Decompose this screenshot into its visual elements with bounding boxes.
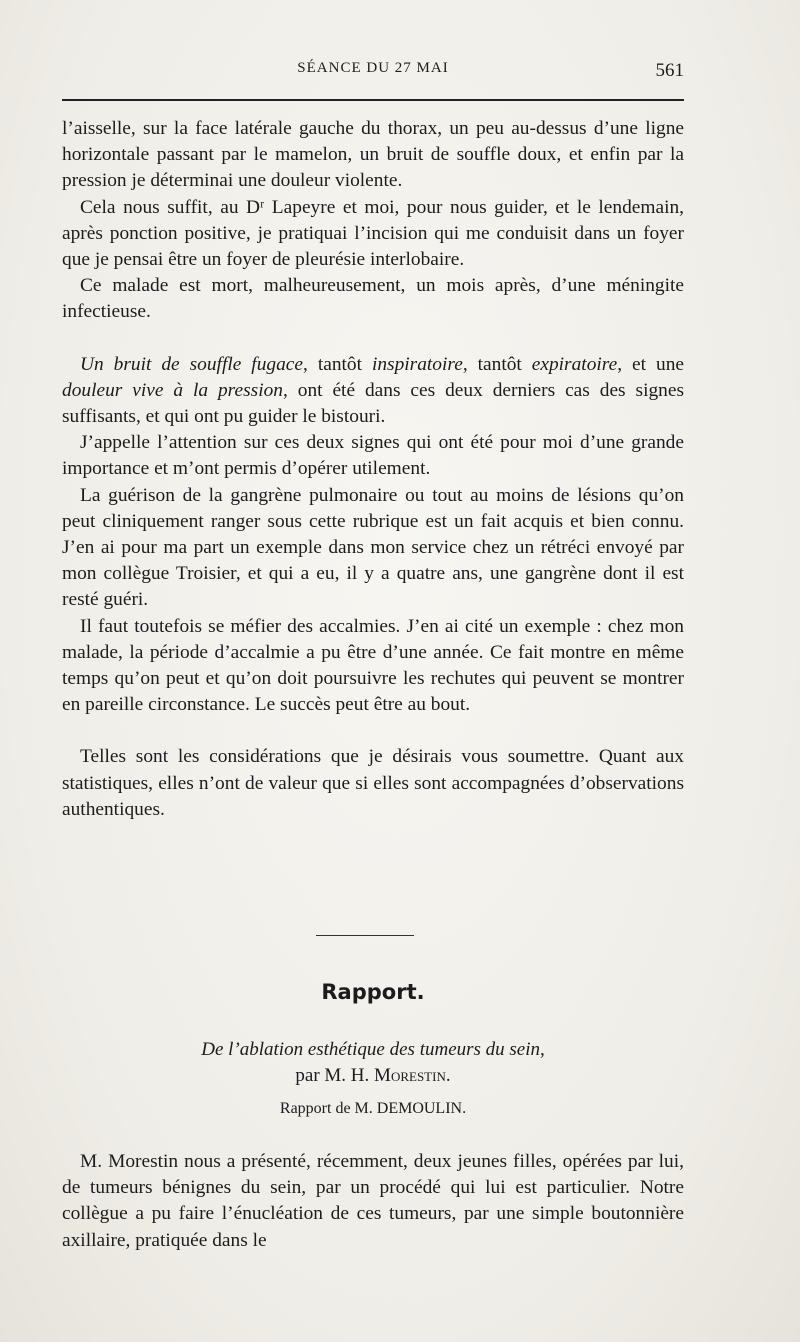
report-text [62,1149,684,1254]
paragraph: J’appelle l’attention sur ces deux signes qui ont été pour moi d’une grande importance et m’ont permis d’opérer utilement. [62,432,684,480]
spacer [62,718,684,744]
italic-phrase: expiratoire [531,353,618,375]
article-title: De l’ablation esthétique des tumeurs du sein, [201,1039,545,1060]
spacer [62,326,684,352]
author-name: Morestin. [374,1065,451,1086]
paragraph-continued: l’aisselle, sur la face latérale gauche du thorax, un peu au-dessus d’une ligne horizontale passant par le mamelon, un bruit de souffle doux, et enfin par la pression je déterminai une douleur violente. [62,118,684,192]
author-prefix: par M. H. [295,1065,375,1086]
running-head: SÉANCE DU 27 MAI [297,60,449,76]
closing-paragraph: Telles sont les considérations que je désirais vous soumettre. Quant aux statistiques, elles n’ont de valeur que si elles sont accompagnées d’observations authentiques. [62,746,684,820]
page-number: 561 [655,60,684,81]
paragraph: La guérison de la gangrène pulmonaire ou tout au moins de lésions qu’on peut cliniquement ranger sous cette rubrique est un fait acquis et bien connu. J’en ai pour ma part un exemple dans mon service chez un rétréci envoyé par mon collègue Troisier, et qui a eu, il y a quatre ans, une gangrène dont il est resté guéri. [62,484,684,611]
text-run: , tantôt [462,353,532,375]
paragraph: Ce malade est mort, malheureusement, un mois après, d’une méningite infectieuse. [62,275,684,323]
header-rule [62,99,684,101]
paragraph-signs [62,352,684,431]
italic-phrase: inspiratoire [371,353,463,375]
paragraph: Cela nous suffit, au Dʳ Lapeyre et moi, pour nous guider, et le lendemain, après ponction positive, je pratiquai l’incision qui me conduisit dans un foyer que je pensai être un foyer de pleurésie interlobaire. [62,196,684,271]
section-title: Rapport. [321,980,425,1004]
page-header [62,60,684,86]
text-run: , ont été dans ces deux derniers cas des signes suffisants, et qui ont pu guider le bistouri. [62,379,684,428]
section-divider [316,935,414,936]
paragraph: Il faut toutefois se méfier des accalmies. J’en ai cité un exemple : chez mon malade, la période d’accalmie a pu être d’une année. Ce fait montre en même temps qu’on peut et qu’on doit poursuivre les rechutes qui peuvent se montrer en pareille circonstance. Le succès peut être au bout. [62,615,684,716]
italic-phrase: douleur vive à la pression [62,379,283,401]
paragraph: M. Morestin nous a présenté, récemment, deux jeunes filles, opérées par lui, de tumeurs bénignes du sein, par un procédé qui lui est particulier. Notre collègue a pu faire l’énucléation de ces tumeurs, par une simple boutonnière axillaire, pratiquée dans le [62,1151,684,1251]
text-run: , tantôt [303,353,372,375]
report-byline: Rapport de M. DEMOULIN. [279,1100,467,1117]
main-text [62,116,684,823]
text-run: , et une [617,353,684,375]
article-author [62,1065,684,1087]
italic-phrase: Un bruit de souffle fugace [80,353,303,375]
